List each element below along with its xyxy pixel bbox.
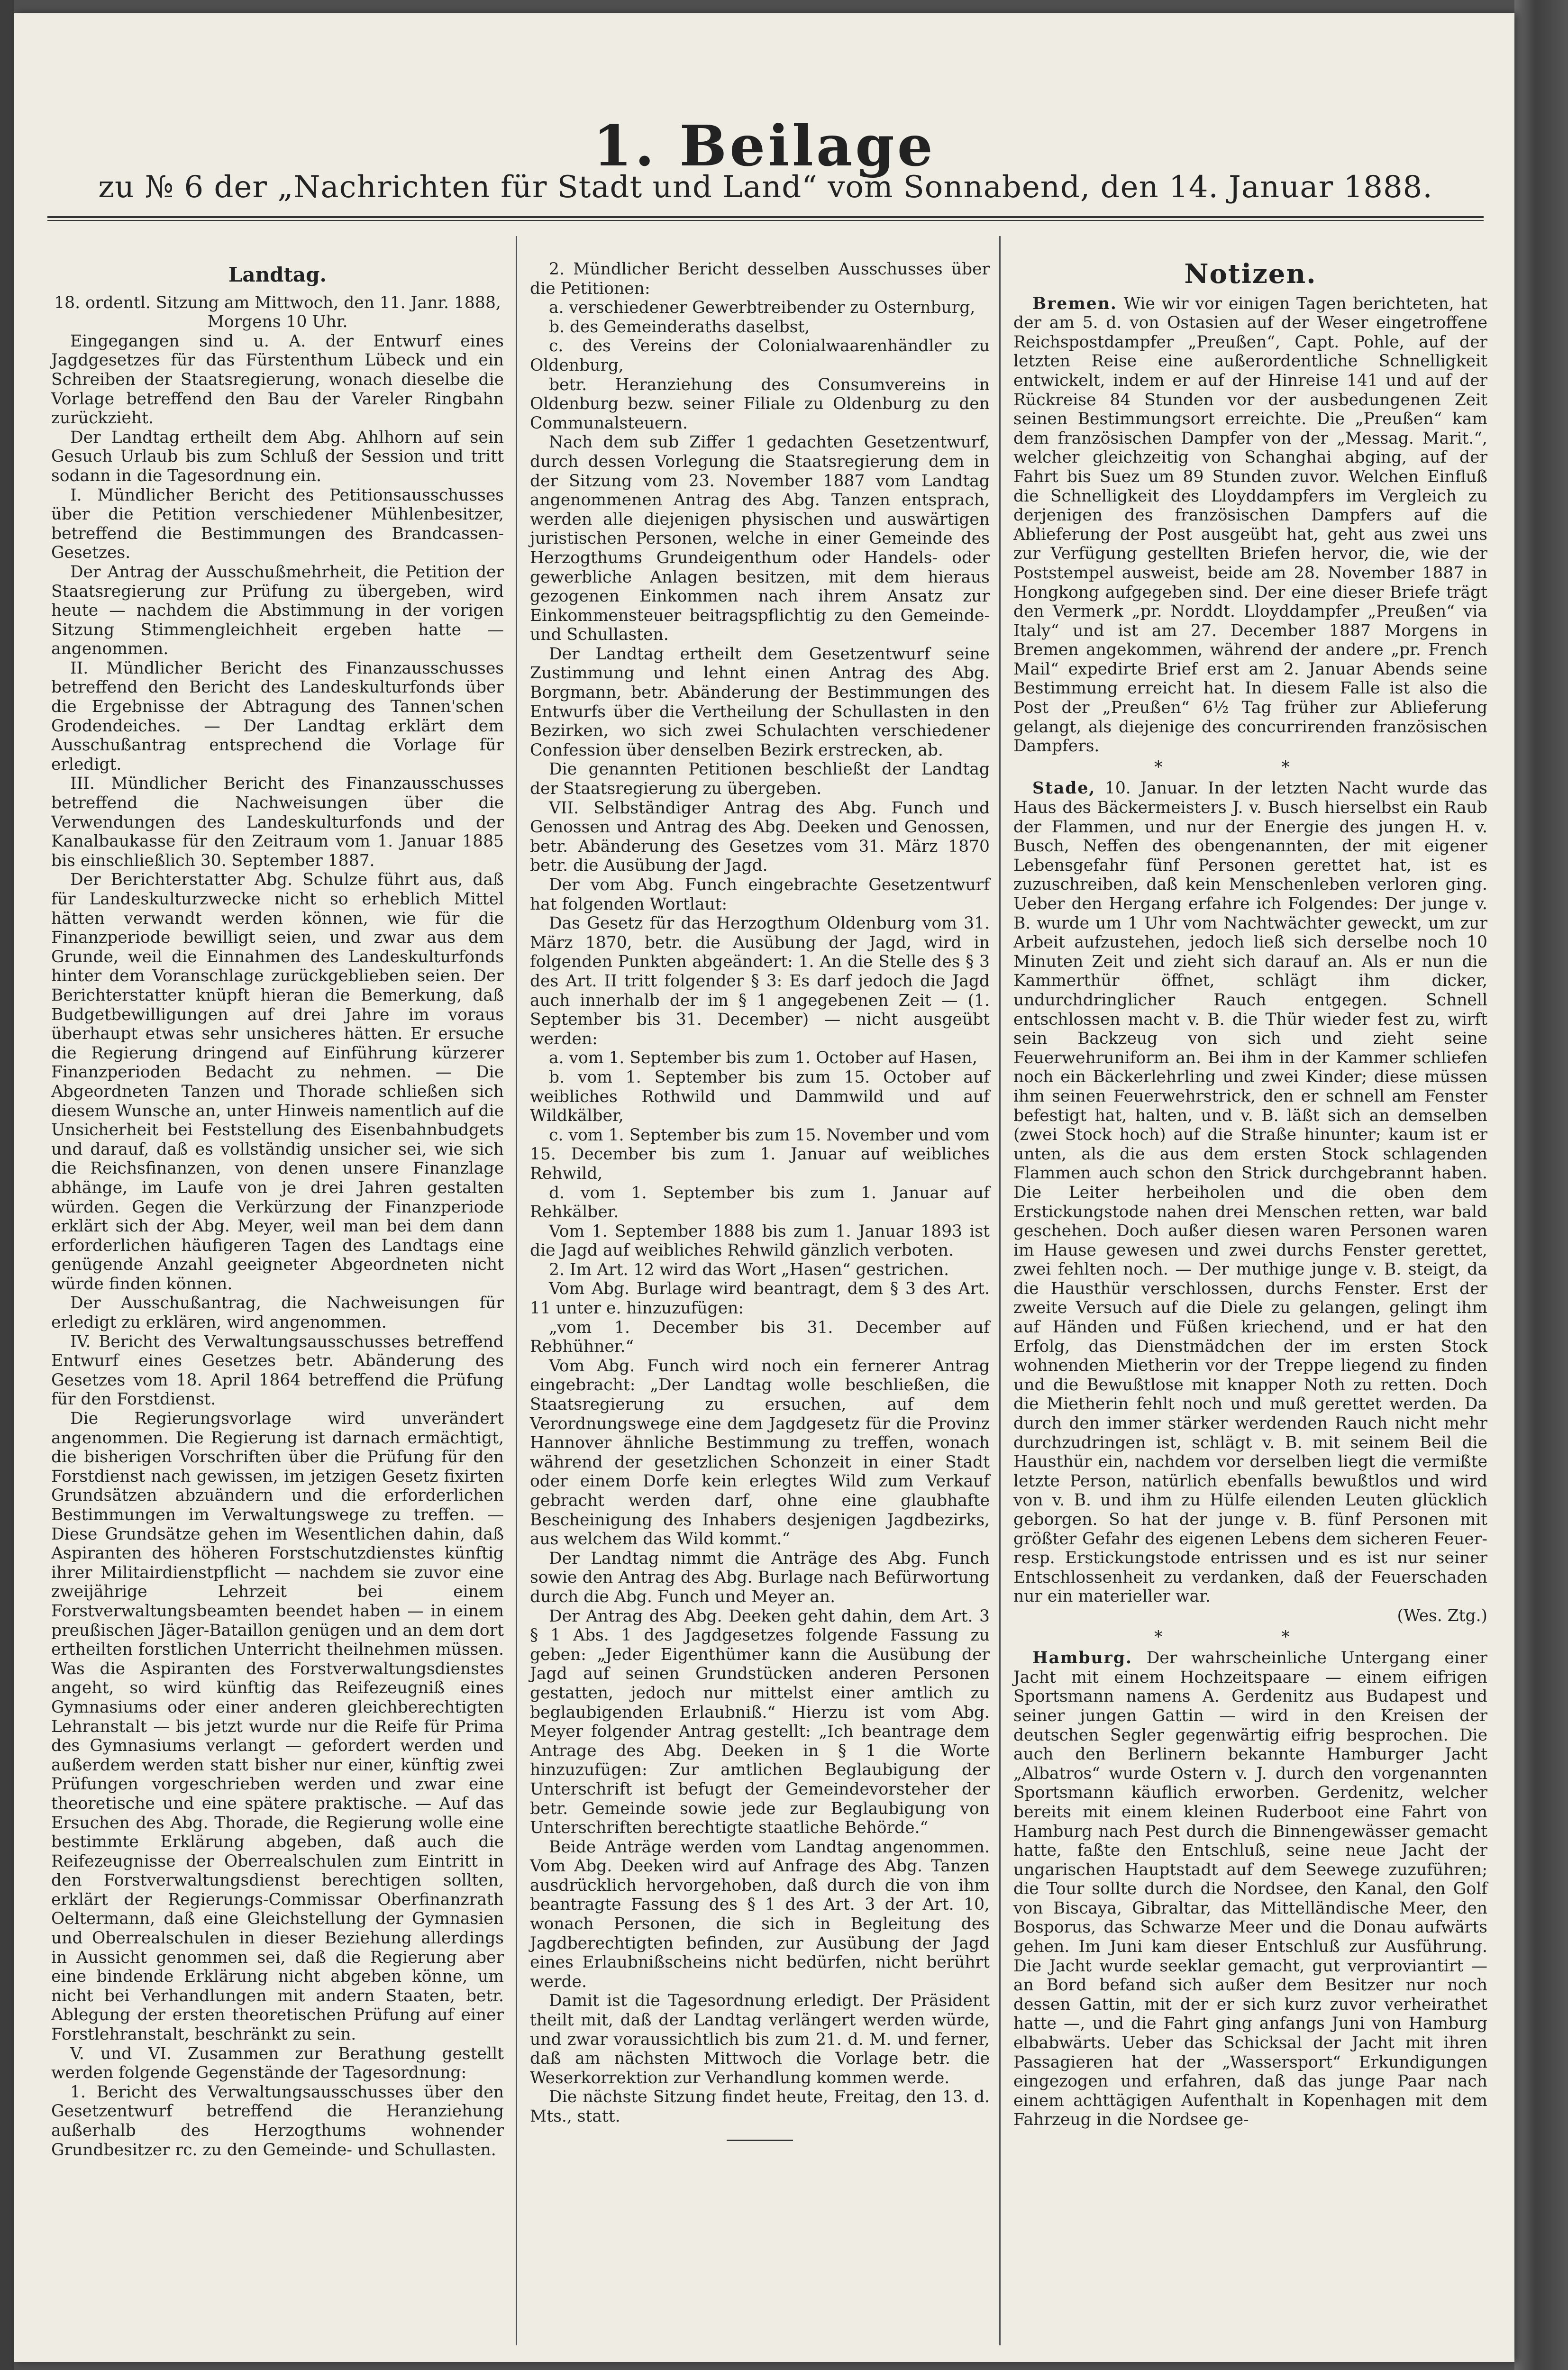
page-subtitle: zu № 6 der „Nachrichten für Stadt und Land“ vom Sonnabend, den 14. Januar 1888. bbox=[98, 170, 1433, 205]
scan-left-edge bbox=[0, 0, 14, 2370]
news-item-hamburg bbox=[1013, 1649, 1487, 2130]
paragraph: „vom 1. December bis 31. December auf Rebhühner.“ bbox=[530, 1318, 990, 1357]
dateline: Bremen. bbox=[1032, 294, 1117, 313]
news-text: Der wahrscheinliche Untergang einer Jacht mit einem Hochzeitspaare — einem eifrigen Sportsmann namens A. Gerdenitz aus Budapest und seiner jungen Gattin — wird in den Kreisen der deutschen Segler gegenwärtig eifrig besprochen. Die auch den Berlinern bekannte Hamburger Jacht „Albatros“ wurde Ostern v. J. durch den vorgenannten Sportsmann käuflich erworben. Gerdenitz, welcher bereits mit einem kleinen Ruderboot eine Fahrt von Hamburg nach Pest durch die Binnengewässer gemacht hatte, faßte den Entschluß, seine neue Jacht der ungarischen Hauptstadt auf dem Seewege zuzuführen; die Tour sollte durch die Nordsee, den Kanal, den Golf von Biscaya, Gibraltar, das Mittelländische Meer, den Bosporus, das Schwarze Meer und die Donau aufwärts gehen. Im Juni kam dieser Entschluß zur Ausführung. Die Jacht wurde seeklar gemacht, gut verproviantirt — an Bord befand sich außer dem Besitzer nur noch dessen Gattin, mit der er sich kurz zuvor verheirathet hatte —, und die Fahrt ging anfangs Juni von Hamburg elbabwärts. Ueber das Schicksal der Jacht mit ihren Passagieren hat der „Wassersport“ Erkundigungen eingezogen und erfahren, daß das junge Paar nach einem achttägigen Aufenthalt in Kopenhagen mit dem Fahrzeug in die Nordsee ge- bbox=[1013, 1649, 1488, 2130]
paragraph: betr. Heranziehung des Consumvereins in Oldenburg bezw. seiner Filiale zu Oldenburg zu den Communalsteuern. bbox=[530, 375, 990, 433]
paragraph: Vom Abg. Funch wird noch ein fernerer Antrag eingebracht: „Der Landtag wolle beschließen, die Staatsregierung zu ersuchen, auf dem Verordnungswege eine dem Jagdgesetz für die Provinz Hannover ähnliche Bestimmung zu treffen, wonach während der gesetzlichen Schonzeit in einer Stadt oder einem Dorfe kein erlegtes Wild zum Verkauf gebracht werden darf, ohne eine glaubhafte Bescheinigung des Inhabers desjenigen Jagdbezirks, aus welchem das Wild kommt.“ bbox=[530, 1356, 990, 1549]
section-heading: Landtag. bbox=[228, 263, 327, 286]
news-text: Wie wir vor einigen Tagen berichteten, hat der am 5. d. von Ostasien auf der Weser eingetroffene Reichspostdampfer „Preußen“, Capt. Pohle, auf der letzten Reise eine außerordentliche Schnelligkeit entwickelt, indem er auf der Hinreise 141 und auf der Rückreise 84 Stunden vor der ausbedungenen Zeit seinen Bestimmungsort erreichte. Die „Preußen“ kam dem französischen Dampfer von der „Messag. Marit.“, welcher gleichzeitig von Schanghai abging, auf der Fahrt bis Suez um 89 Stunden zuvor. Welchen Einfluß die Schnelligkeit des Lloyddampfers im Vergleich zu derjenigen des französischen Dampfers auf die Ablieferung der Post ausgeübt hat, geht aus zwei uns zur Verfügung gestellten Briefen hervor, die, wie der Poststempel ausweist, beide am 28. November 1887 in Hongkong aufgegeben sind. Der eine dieser Briefe trägt den Vermerk „pr. Norddt. Lloyddampfer „Preußen“ via Italy“ und ist am 27. December 1887 Morgens in Bremen angekommen, während der andere „pr. French Mail“ expedirte Brief erst am 2. Januar Abends seine Bestimmung erreicht hat. In diesem Falle ist also die Post der „Preußen“ 6½ Tag früher zur Ablieferung gelangt, als diejenige des concurrirenden französischen Dampfers. bbox=[1013, 294, 1487, 756]
paragraph: Der Antrag der Ausschußmehrheit, die Petition der Staatsregierung zur Prüfung zu übergeben, wird heute — nachdem die Abstimmung in der vorigen Sitzung Stimmengleichheit ergeben hatte — angenommen. bbox=[51, 562, 504, 659]
paragraph: Der vom Abg. Funch eingebrachte Gesetzentwurf hat folgenden Wortlaut: bbox=[530, 875, 990, 914]
paragraph: Vom Abg. Burlage wird beantragt, dem § 3 des Art. 11 unter e. hinzuzufügen: bbox=[530, 1279, 990, 1318]
paragraph: Die Regierungsvorlage wird unverändert angenommen. Die Regierung ist darnach ermächtigt, die bisherigen Vorschriften über die Prüfung für den Forstdienst nach gewissen, im jetzigen Gesetz fixirten Grundsätzen abzuändern und die erforderlichen Bestimmungen im Verwaltungswege zu treffen. — Diese Grundsätze gehen im Wesentlichen dahin, daß Aspiranten des höheren Forstschutzdienstes künftig ihrer Militairdienstpflicht — nachdem sie zuvor eine zweijährige Lehrzeit bei einem Forstverwaltungsbeamten beendet haben — in einem preußischen Jäger-Bataillon genügen und an dem dort ertheilten forstlichen Unterricht theilnehmen müssen. Was die Aspiranten des Forstverwaltungsdienstes angeht, so wird künftig das Reifezeugniß eines Gymnasiums oder einer anderen gleichberechtigten Lehranstalt — bis jetzt wurde nur die Reife für Prima des Gymnasiums verlangt — gefordert werden und außerdem werden statt bisher nur einer, künftig zwei Prüfungen vorgeschrieben werden und zwar eine theoretische und eine spätere praktische. — Auf das Ersuchen des Abg. Thorade, die Regierung wolle eine bestimmte Erklärung abgeben, daß auch die Reifezeugnisse der Oberrealschulen zum Eintritt in den Forstverwaltungsdienst berechtigen sollten, erklärt der Regierungs-Commissar Oberfinanzrath Oeltermann, daß eine Gleichstellung der Gymnasien und Oberrealschulen in dieser Beziehung allerdings in Aussicht genommen sei, daß die Regierung aber eine bindende Erklärung nicht abgeben könne, um nicht bei Verhandlungen mit andern Staaten, betr. Ablegung der ersten theoretischen Prüfung auf einer Forstlehranstalt, beschränkt zu sein. bbox=[51, 1409, 504, 2044]
newspaper-page bbox=[14, 13, 1514, 2362]
end-rule bbox=[727, 2140, 793, 2141]
dateline: Stade, bbox=[1032, 779, 1096, 798]
list-item: a. verschiedener Gewerbtreibender zu Osternburg, bbox=[549, 298, 975, 318]
paragraph: Beide Anträge werden vom Landtag angenommen. Vom Abg. Deeken wird auf Anfrage des Abg. Tanzen ausdrücklich hervorgehoben, daß durch die von ihm beantragte Fassung des § 1 des Art. 3 der Art. 10, wonach Personen, die sich in Begleitung des Jagdberechtigten befinden, zur Ausübung der Jagd eines Erlaubnißscheins nicht bedürfen, nicht berührt werde. bbox=[530, 1837, 990, 1991]
paragraph: IV. Bericht des Verwaltungsausschusses betreffend Entwurf eines Gesetzes betr. Abänderung des Gesetzes vom 18. April 1864 betreffend die Prüfung für den Forstdienst. bbox=[51, 1332, 504, 1409]
list-item: c. des Vereins der Colonialwaarenhändler zu Oldenburg, bbox=[530, 337, 990, 375]
paragraph: Der Landtag ertheilt dem Abg. Ahlhorn auf sein Gesuch Urlaub bis zum Schluß der Session und tritt sodann in die Tagesordnung ein. bbox=[51, 428, 504, 485]
paragraph: Der Landtag nimmt die Anträge des Abg. Funch sowie den Antrag des Abg. Burlage nach Befürwortung durch die Abg. Funch und Meyer an. bbox=[530, 1549, 990, 1606]
paragraph: Nach dem sub Ziffer 1 gedachten Gesetzentwurf, durch dessen Vorlegung die Staatsregierung dem in der Sitzung vom 23. November 1887 vom Landtag angenommenen Antrag des Abg. Tanzen entsprach, werden alle diejenigen physischen und auswärtigen juristischen Personen, welche in einer Gemeinde des Herzogthums Grundeigenthum oder Handels- oder gewerbliche Anlagen besitzen, mit dem hieraus gezogenen Einkommen nach ihrem Ansatz zur Einkommensteuer beitragspflichtig zu den Gemeinde- und Schullasten. bbox=[530, 433, 990, 645]
paragraph: 1. Bericht des Verwaltungsausschusses über den Gesetzentwurf betreffend die Heranziehung außerhalb des Herzogthums wohnender Grundbesitzer rc. zu den Gemeinde- und Schullasten. bbox=[51, 2082, 504, 2160]
header-rule bbox=[47, 216, 1484, 218]
header-rule-thin bbox=[47, 220, 1484, 221]
section-heading: Notizen. bbox=[1184, 258, 1317, 290]
paragraph: Die nächste Sitzung findet heute, Freitag, den 13. d. Mts., statt. bbox=[530, 2087, 990, 2126]
paragraph: Damit ist die Tagesordnung erledigt. Der Präsident theilt mit, daß der Landtag verlängert werden würde, und zwar voraussichtlich bis zum 21. d. M. und ferner, daß am nächsten Mittwoch die Vorlage betr. die Weserkorrektion zur Verhandlung kommen werde. bbox=[530, 1991, 990, 2087]
paragraph: I. Mündlicher Bericht des Petitionsausschusses über die Petition verschiedener Mühlenbesitzer, betreffend die Bestimmungen des Brandcassen-Gesetzes. bbox=[51, 485, 504, 563]
paragraph: Das Gesetz für das Herzogthum Oldenburg vom 31. März 1870, betr. die Ausübung der Jagd, wird in folgenden Punkten abgeändert: 1. An die Stelle des § 3 des Art. II tritt folgender § 3: Es darf jedoch die Jagd auch innerhalb der im § 1 angegebenen Zeit — (1. September bis 31. December) — nicht ausgeübt werden: bbox=[530, 914, 990, 1048]
paragraph: Der Landtag ertheilt dem Gesetzentwurf seine Zustimmung und lehnt einen Antrag des Abg. Borgmann, betr. Abänderung der Bestimmungen des Entwurfs über die Vertheilung der Schullasten in den Bezirken, wo sich zwei Schulachten verschiedener Confession über denselben Bezirk erstrecken, ab. bbox=[530, 644, 990, 760]
news-text: 10. Januar. In der letzten Nacht wurde das Haus des Bäckermeisters J. v. Busch hierselbst ein Raub der Flammen, und nur der Energie des jungen H. v. Busch, Neffen des obengenannten, der mit eigener Lebensgefahr fünf Personen gerettet hat, ist es zuzuschreiben, daß kein Menschenleben verloren ging. Ueber den Hergang erfahre ich Folgendes: Der junge v. B. wurde um 1 Uhr vom Nachtwächter geweckt, um zur Arbeit aufzustehen, jedoch ließ sich derselbe noch 10 Minuten Zeit und zieht sich darauf an. Als er nun die Kammerthür öffnet, schlägt ihm dicker, undurchdringlicher Rauch entgegen. Schnell entschlossen macht v. B. die Thür wieder fest zu, wirft sein Backzeug von sich und zieht seine Feuerwehruniform an. Bei ihm in der Kammer schliefen noch ein Bäckerlehrling und zwei Kinder; diese müssen ihm seinen Feuerwehrstrick, den er schnell am Fenster befestigt hat, halten, und v. B. läßt sich an demselben (zwei Stock hoch) auf die Straße hinunter; kaum ist er unten, als die aus dem ersten Stock schlagenden Flammen auch schon den Strick durchgebrannt haben. Die Leiter herbeiholen und die oben dem Erstickungstode nahen drei Menschen retten, war bald geschehen. Doch außer diesen waren Personen waren im Hause gewesen und zwei durchs Fenster gerettet, zwei fehlten noch. — Der muthige junge v. B. steigt, da die Hausthür verschlossen, durchs Fenster. Erst der zweite Versuch auf die Diele zu gelangen, gelingt ihm auf Händen und Füßen kriechend, und er hat den Erfolg, das Dienstmädchen der im ersten Stock wohnenden Mietherin vor der Treppe liegend zu finden und die Bewußtlose mit knapper Noth zu retten. Doch die Mietherin fehlt noch und muß gerettet werden. Da durch den immer stärker werdenden Rauch nicht mehr durchzudringen ist, schlägt v. B. mit seinem Beil die Hausthür ein, nachdem vor derselben liegt die vermißte letzte Person, natürlich ebenfalls bewußtlos und wird von v. B. und ihm zu Hülfe eilenden Leuten glücklich geborgen. So hat der junge v. B. fünf Personen mit größter Gefahr des eigenen Lebens dem sicheren Feuer- resp. Erstickungstode entrissen und es ist nur seiner Entschlossenheit zu verdanken, daß der Feuerschaden nur ein materieller war. bbox=[1013, 779, 1488, 1606]
news-item-bremen bbox=[1013, 294, 1487, 756]
paragraph: VII. Selbständiger Antrag des Abg. Funch und Genossen und Antrag des Abg. Deeken und Genossen, betr. Abänderung des Gesetzes vom 31. März 1870 betr. die Ausübung der Jagd. bbox=[530, 798, 990, 875]
list-item: d. vom 1. September bis zum 1. Januar auf Rehkälber. bbox=[530, 1183, 990, 1222]
list-item: a. vom 1. September bis zum 1. October auf Hasen, bbox=[549, 1048, 977, 1068]
separator-stars: * * bbox=[1154, 757, 1347, 777]
paragraph: 2. Mündlicher Bericht desselben Ausschusses über die Petitionen: bbox=[530, 260, 990, 298]
list-item: c. vom 1. September bis zum 15. November und vom 15. December bis zum 1. Januar auf weibliches Rehwild, bbox=[530, 1125, 990, 1183]
page-title: 1. Beilage bbox=[593, 113, 936, 179]
news-item-stade bbox=[1013, 779, 1487, 1606]
column-landtag bbox=[51, 260, 504, 2160]
paragraph: Die genannten Petitionen beschließt der Landtag der Staatsregierung zu übergeben. bbox=[530, 760, 990, 799]
source-citation: (Wes. Ztg.) bbox=[1397, 1606, 1487, 1625]
paragraph: Der Antrag des Abg. Deeken geht dahin, dem Art. 3 § 1 Abs. 1 des Jagdgesetzes folgende Fassung zu geben: „Jeder Eigenthümer kann die Ausübung der Jagd auf seinen Grundstücken anderen Personen gestatten, jedoch nur mittelst einer amtlich zu beglaubigenden Erlaubniß.“ Hierzu ist vom Abg. Meyer folgender Antrag gestellt: „Ich beantrage dem Antrage des Abg. Deeken in § 1 die Worte hinzuzufügen: Zur amtlichen Beglaubigung der Unterschrift ist befugt der Gemeindevorsteher der betr. Gemeinde sowie jede zur Beglaubigung von Unterschriften berechtigte staatliche Behörde.“ bbox=[530, 1606, 990, 1838]
scan-right-edge bbox=[1514, 0, 1568, 2370]
column-landtag-continued bbox=[530, 260, 990, 2141]
list-item: b. des Gemeinderaths daselbst, bbox=[549, 317, 810, 337]
list-item: b. vom 1. September bis zum 15. October auf weibliches Rothwild und Dammwild und auf Wildkälber, bbox=[530, 1067, 990, 1126]
paragraph: II. Mündlicher Bericht des Finanzausschusses betreffend den Bericht des Landeskulturfonds über die Ergebnisse der Abtragung des Tannen'schen Grodendeiches. — Der Landtag erklärt dem Ausschußantrag entsprechend die Vorlage für erledigt. bbox=[51, 658, 504, 774]
paragraph: Eingegangen sind u. A. der Entwurf eines Jagdgesetzes für das Fürstenthum Lübeck und ein Schreiben der Staatsregierung, wonach dieselbe die Vorlage betreffend den Bau der Vareler Ringbahn zurückzieht. bbox=[51, 331, 504, 428]
paragraph: Der Berichterstatter Abg. Schulze führt aus, daß für Landeskulturzwecke nicht so erheblich Mittel hätten verwandt werden können, wie für die Finanzperiode bewilligt seien, und zwar aus dem Grunde, weil die Einnahmen des Landeskulturfonds hinter dem Voranschlage zurückgeblieben seien. Der Berichterstatter knüpft hieran die Bemerkung, daß Budgetbewilligungen auf drei Jahre im voraus überhaupt etwas sehr unsicheres hätten. Er ersuche die Regierung dringend auf Einführung kürzerer Finanzperioden Bedacht zu nehmen. — Die Abgeordneten Tanzen und Thorade schließen sich diesem Wunsche an, unter Hinweis namentlich auf die Unsicherheit bei Feststellung des Eisenbahnbudgets und darauf, daß es vollständig unsicher sei, wie sich die Reichsfinanzen, von denen unsere Finanzlage abhänge, im Laufe von je drei Jahren gestalten würden. Gegen die Verkürzung der Finanzperiode erklärt sich der Abg. Meyer, weil man bei dem dann erforderlichen häufigeren Tagen des Landtags eine genügende Anzahl geeigneter Abgeordneten nicht würde finden können. bbox=[51, 870, 504, 1294]
paragraph: V. und VI. Zusammen zur Berathung gestellt werden folgende Gegenstände der Tagesordnung: bbox=[51, 2044, 504, 2083]
paragraph: 2. Im Art. 12 wird das Wort „Hasen“ gestrichen. bbox=[549, 1260, 949, 1279]
paragraph: 18. ordentl. Sitzung am Mittwoch, den 11. Janr. 1888, Morgens 10 Uhr. bbox=[54, 293, 501, 332]
paragraph: Der Ausschußantrag, die Nachweisungen für erledigt zu erklären, wird angenommen. bbox=[51, 1294, 504, 1332]
column-notizen bbox=[1013, 260, 1487, 2130]
column-divider bbox=[516, 236, 517, 2345]
paragraph: III. Mündlicher Bericht des Finanzausschusses betreffend die Nachweisungen über die Verwendungen des Landeskulturfonds und der Kanalbaukasse für den Zeitraum vom 1. Januar 1885 bis einschließlich 30. September 1887. bbox=[51, 774, 504, 870]
dateline: Hamburg. bbox=[1032, 1649, 1132, 1668]
separator-stars: * * bbox=[1154, 1627, 1347, 1647]
paragraph: Vom 1. September 1888 bis zum 1. Januar 1893 ist die Jagd auf weibliches Rehwild gänzlich verboten. bbox=[530, 1221, 990, 1260]
column-divider bbox=[999, 236, 1001, 2345]
